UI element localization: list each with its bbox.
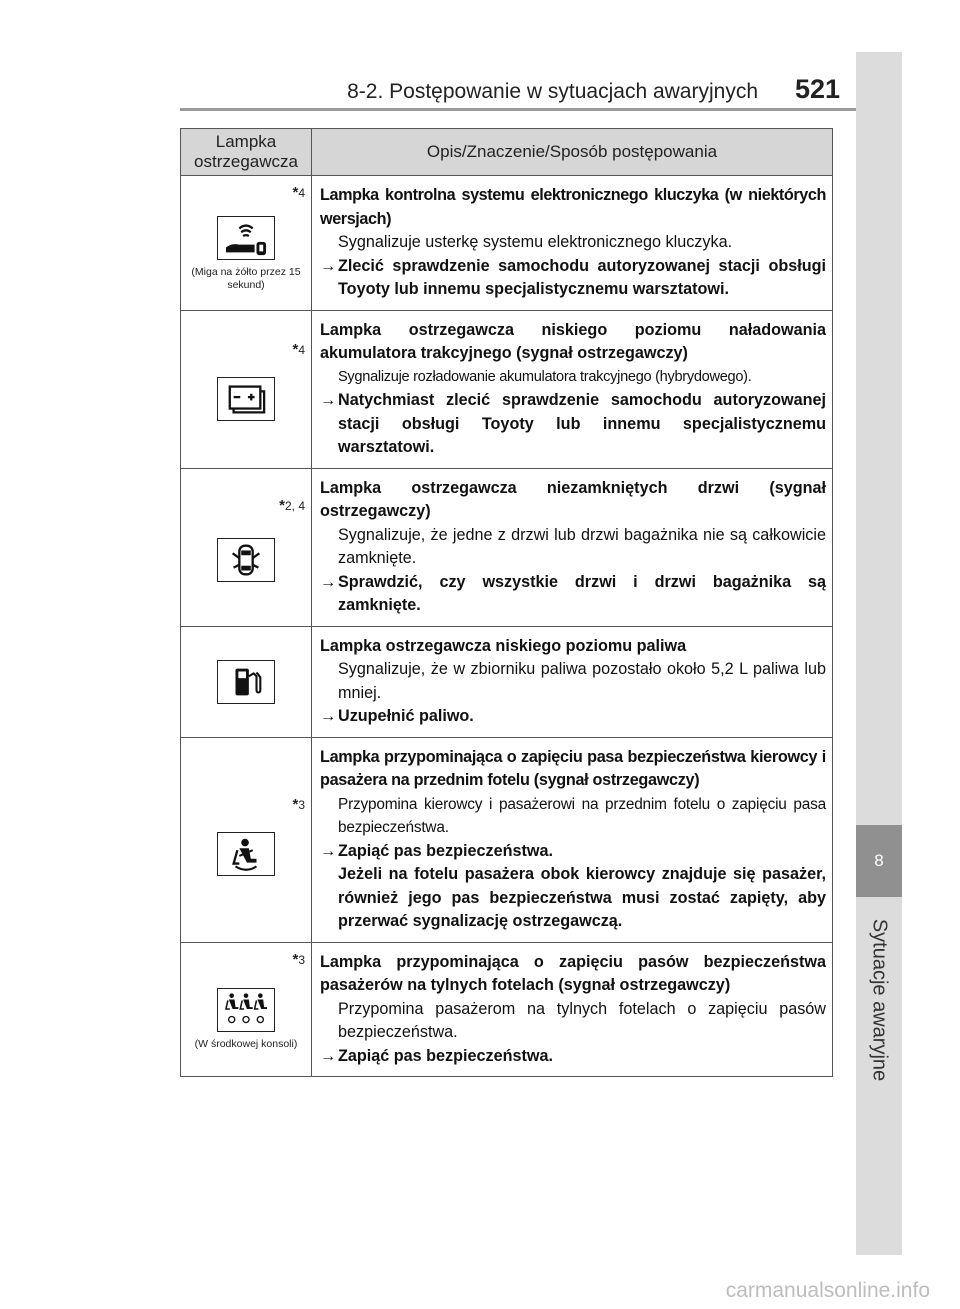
seatbelt-reminder-icon xyxy=(217,832,275,876)
description-cell xyxy=(312,737,833,942)
footnote-ref: *3 xyxy=(292,950,305,968)
smart-key-warning-icon xyxy=(217,216,275,260)
table-row xyxy=(181,942,833,1077)
icon-cell xyxy=(181,942,312,1077)
row-title: Lampka kontrolna systemu elektronicznego kluczyka (w niektórych wersjach) xyxy=(320,186,826,228)
row-action-note: Jeżeli na fotelu pasażera obok kierowcy znajduje się pasażer, również jego pas bezpieczeństwa musi zostać zapięty, aby przerwać sygnalizację ostrzegawczą. xyxy=(338,865,826,930)
icon-cell xyxy=(181,737,312,942)
col-header-description: Opis/Znaczenie/Sposób postępowania xyxy=(312,129,833,176)
icon-cell xyxy=(181,626,312,737)
row-description: Sygnalizuje, że w zbiorniku paliwa pozostało około 5,2 L paliwa lub mniej. xyxy=(338,660,826,702)
description-cell xyxy=(312,626,833,737)
table-row xyxy=(181,176,833,311)
row-description: Przypomina kierowcy i pasażerowi na przednim fotelu o zapięciu pasa bezpieczeństwa. xyxy=(338,795,826,836)
description-cell xyxy=(312,310,833,468)
page-header-title: 8-2. Postępowanie w sytuacjach awaryjnych xyxy=(347,80,758,103)
icon-cell xyxy=(181,176,312,311)
page-number: 521 xyxy=(794,74,840,104)
description-cell xyxy=(312,468,833,626)
side-tab-label: Sytuacje awaryjne xyxy=(868,918,891,1082)
footnote-ref: *3 xyxy=(292,795,305,813)
row-description: Sygnalizuje, że jedne z drzwi lub drzwi bagażnika nie są całkowicie zamknięte. xyxy=(338,525,826,567)
icon-note: (W środkowej konsoli) xyxy=(194,1037,298,1050)
traction-battery-icon xyxy=(217,377,275,421)
row-action: → Zapiąć pas bezpieczeństwa. xyxy=(320,841,554,860)
row-description: Sygnalizuje rozładowanie akumulatora trakcyjnego (hybrydowego). xyxy=(338,368,752,385)
row-title: Lampka przypominająca o zapięciu pasa bezpieczeństwa kierowcy i pasażera na przednim fotelu (sygnał ostrzegawczy) xyxy=(320,747,826,789)
footer-watermark: carmanualsonline.info xyxy=(725,1279,930,1302)
row-title: Lampka przypominająca o zapięciu pasów bezpieczeństwa pasażerów na tylnych fotelach (sygnał ostrzegawczy) xyxy=(320,952,826,994)
table-row xyxy=(181,737,833,942)
table-row xyxy=(181,626,833,737)
icon-cell xyxy=(181,310,312,468)
description-cell xyxy=(312,176,833,311)
row-action: → Zapiąć pas bezpieczeństwa. xyxy=(320,1046,554,1065)
row-action: → Zlecić sprawdzenie samochodu autoryzowanej stacji obsługi Toyoty lub innemu specjalistycznemu warsztatowi. xyxy=(320,256,826,298)
fuel-pump-icon xyxy=(217,660,275,704)
table-header-row xyxy=(181,129,833,176)
row-action: → Sprawdzić, czy wszystkie drzwi i drzwi bagażnika są zamknięte. xyxy=(320,572,826,614)
row-action: → Uzupełnić paliwo. xyxy=(320,707,474,725)
icon-note: (Miga na żółto przez 15 sekund) xyxy=(191,265,301,291)
table-row xyxy=(181,468,833,626)
footnote-ref: *4 xyxy=(292,340,305,358)
header-rule xyxy=(180,108,900,111)
side-tab-number: 8 xyxy=(856,825,902,897)
description-cell xyxy=(312,942,833,1077)
row-description: Sygnalizuje usterkę systemu elektronicznego kluczyka. xyxy=(338,233,733,251)
row-title: Lampka ostrzegawcza niskiego poziomu paliwa xyxy=(320,636,687,655)
row-title: Lampka ostrzegawcza niezamkniętych drzwi (sygnał ostrzegawczy) xyxy=(320,478,826,520)
row-title: Lampka ostrzegawcza niskiego poziomu naładowania akumulatora trakcyjnego (sygnał ostrzegawczy) xyxy=(320,320,826,362)
footnote-ref: *4 xyxy=(292,184,305,201)
table-row xyxy=(181,310,833,468)
door-open-icon xyxy=(217,538,275,582)
rear-seatbelt-reminder-icon xyxy=(217,988,275,1032)
row-action: → Natychmiast zlecić sprawdzenie samochodu autoryzowanej stacji obsługi Toyoty lub innemu specjalistycznemu warsztatowi. xyxy=(320,391,826,456)
footnote-ref: *2, 4 xyxy=(279,496,305,514)
warning-lights-table xyxy=(180,128,833,1077)
icon-cell xyxy=(181,468,312,626)
row-description: Przypomina pasażerom na tylnych fotelach o zapięciu pasów bezpieczeństwa. xyxy=(338,999,826,1041)
col-header-lamp: Lampka ostrzegawcza xyxy=(181,129,312,176)
